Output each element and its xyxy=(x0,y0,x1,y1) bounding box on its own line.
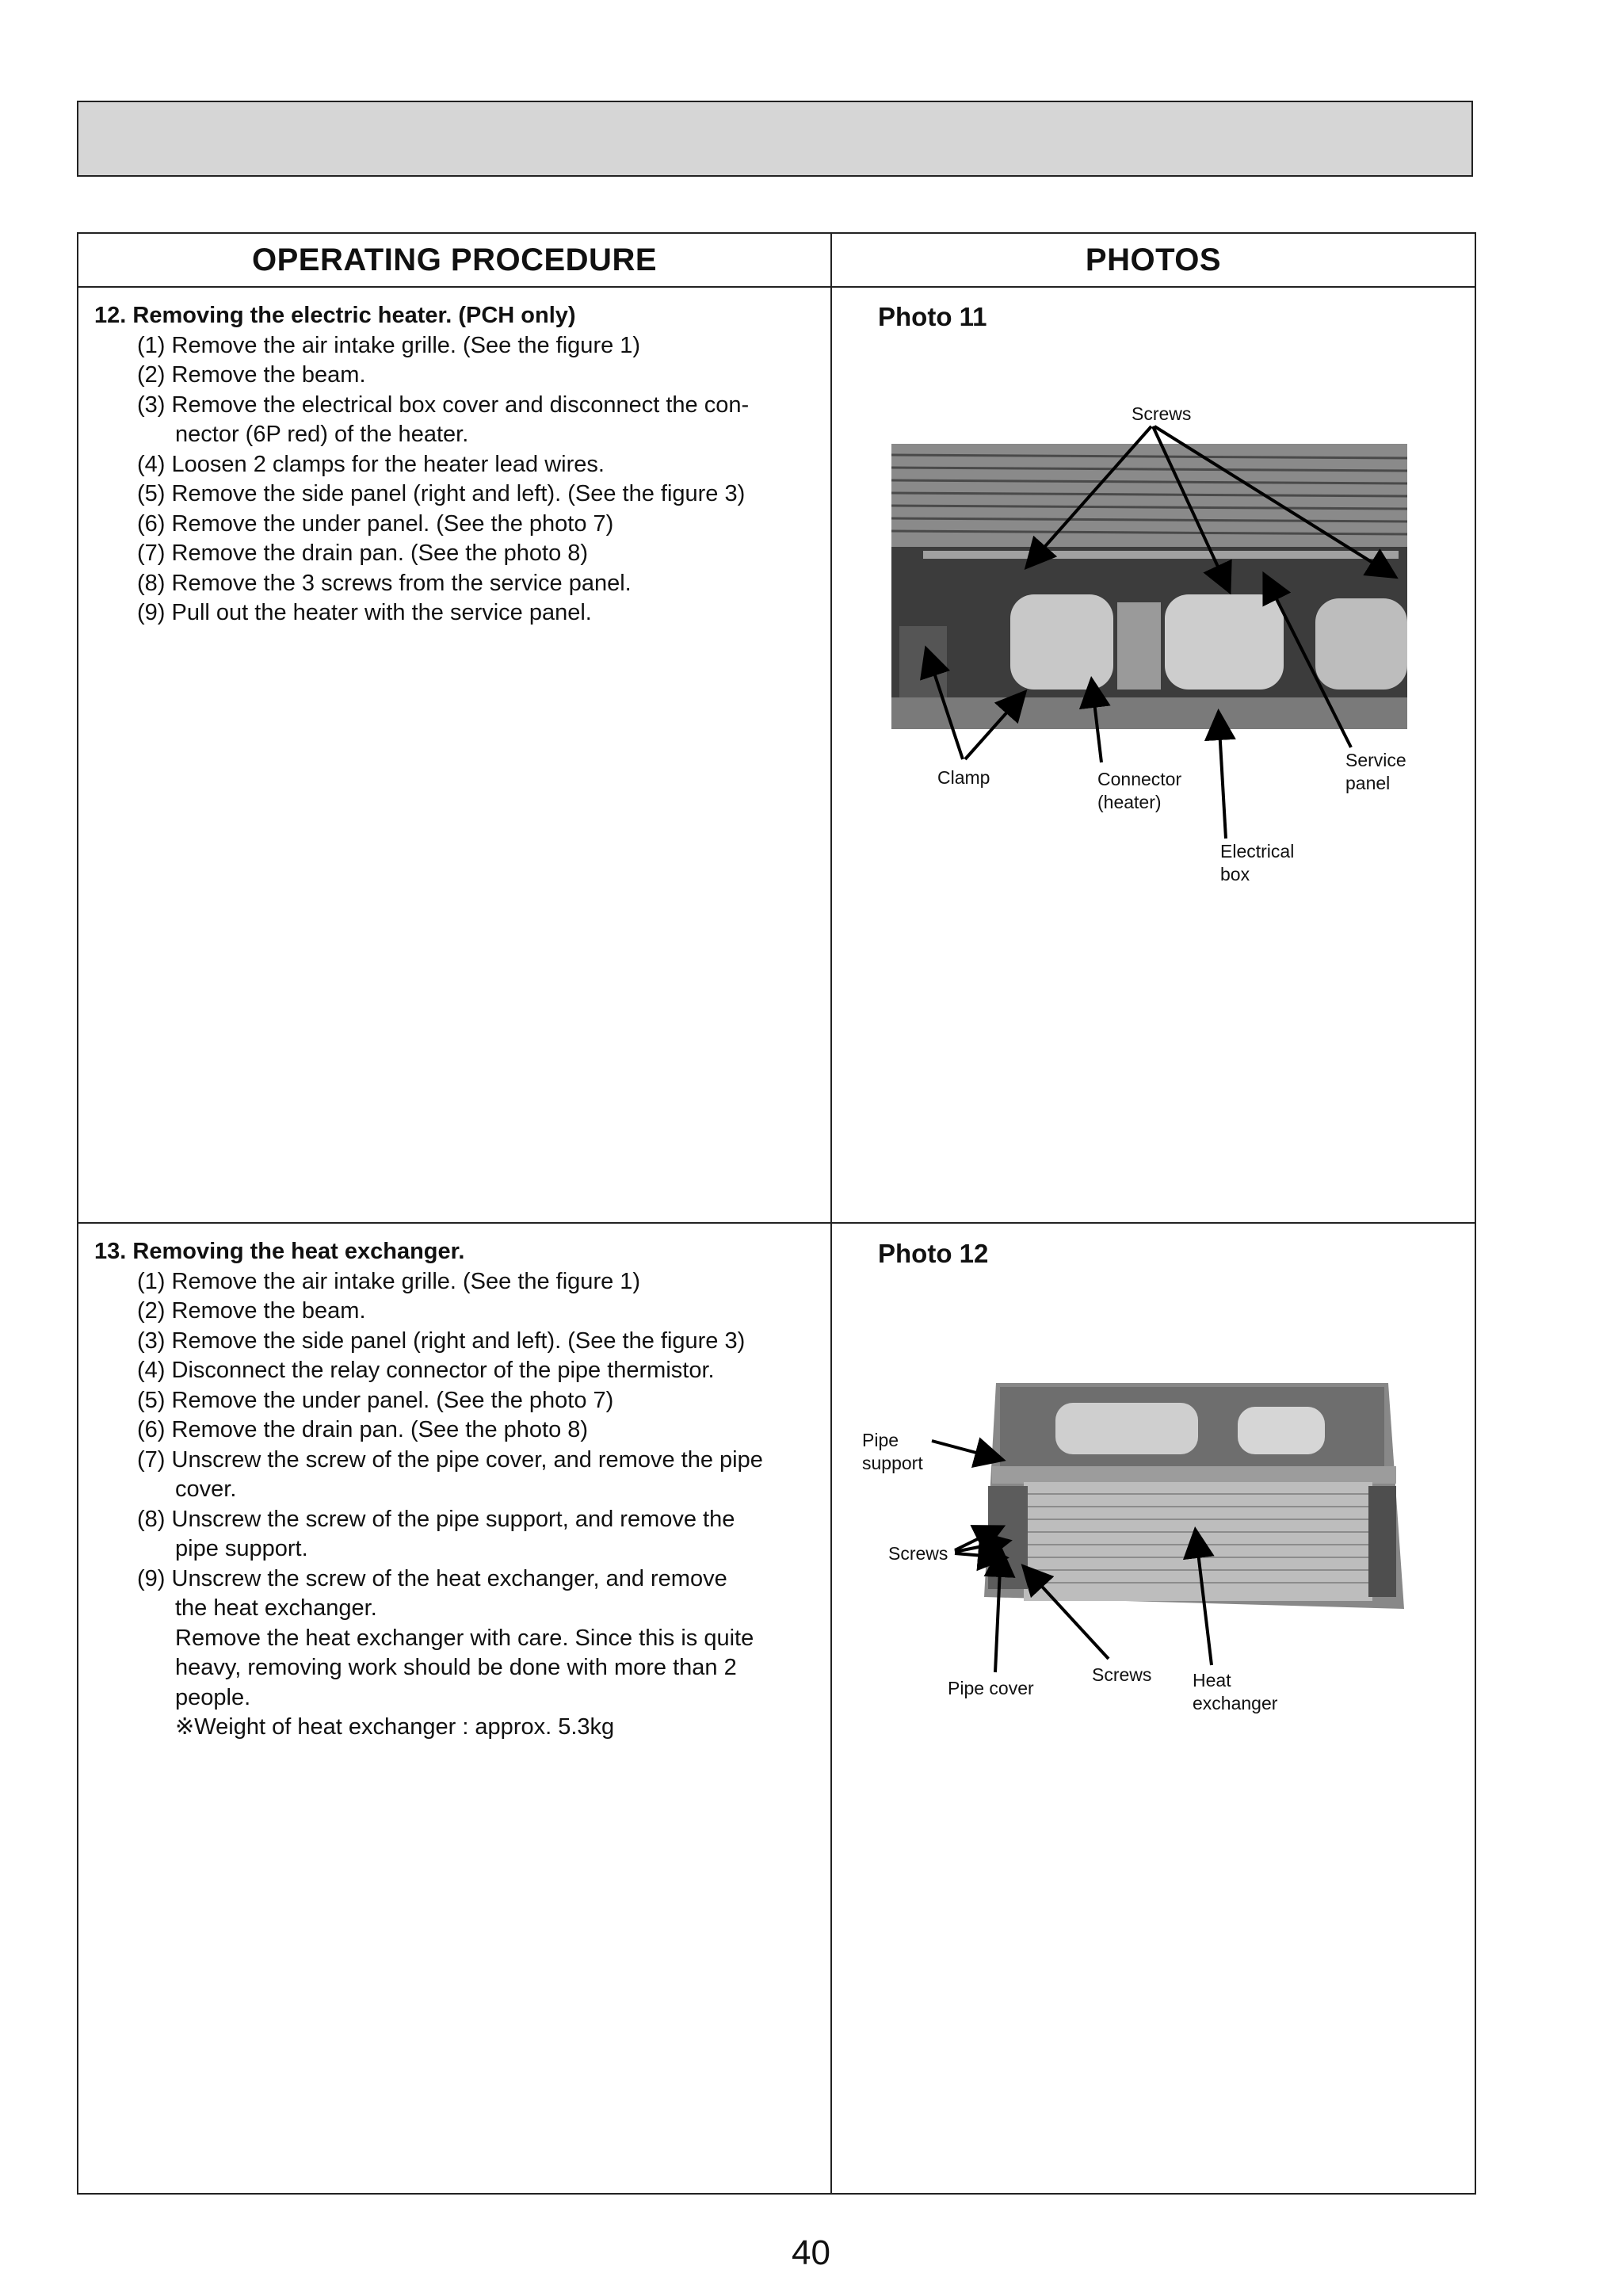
step: (2) Remove the beam. xyxy=(137,362,366,388)
step: (8) Remove the 3 screws from the service panel. xyxy=(137,570,632,596)
step: (9) Pull out the heater with the service panel. xyxy=(137,600,592,625)
step-continuation: nector (6P red) of the heater. xyxy=(175,422,469,447)
weight-note: ※Weight of heat exchanger : approx. 5.3kg xyxy=(175,1714,615,1740)
step: (7) Unscrew the screw of the pipe cover, and remove the pipe xyxy=(137,1446,763,1473)
label-screws-bottom: Screws xyxy=(1092,1664,1152,1685)
label-electrical: Electrical xyxy=(1220,841,1295,861)
label-pipe-cover: Pipe cover xyxy=(948,1678,1034,1698)
photo-11-image xyxy=(891,444,1407,729)
section-12-procedure xyxy=(94,301,749,628)
step: (3) Remove the side panel (right and left). (See the figure 3) xyxy=(137,1328,746,1354)
step: (7) Remove the drain pan. (See the photo 8) xyxy=(137,541,589,566)
label-connector-heater: (heater) xyxy=(1097,792,1162,812)
label-pipe: Pipe xyxy=(862,1430,899,1450)
label-service: Service xyxy=(1345,750,1406,770)
step: (2) Remove the beam. xyxy=(137,1298,366,1324)
label-screws-left: Screws xyxy=(888,1543,948,1564)
label-service-panel: panel xyxy=(1345,773,1391,793)
label-heat: Heat xyxy=(1193,1670,1231,1690)
step: (6) Remove the drain pan. (See the photo 8) xyxy=(137,1417,589,1442)
step: (4) Disconnect the relay connector of the pipe thermistor. xyxy=(137,1358,715,1383)
step: (3) Remove the electrical box cover and disconnect the con- xyxy=(137,392,750,418)
row-divider xyxy=(78,1222,1475,1224)
step-continuation: pipe support. xyxy=(175,1536,308,1561)
step-continuation: cover. xyxy=(175,1477,237,1502)
page-number: 40 xyxy=(792,2233,830,2272)
label-screws: Screws xyxy=(1132,403,1192,424)
column-header-photos: PHOTOS xyxy=(1085,243,1222,277)
header-band xyxy=(77,101,1473,177)
step: (5) Remove the under panel. (See the photo 7) xyxy=(137,1387,614,1413)
photo-11-title: Photo 11 xyxy=(878,302,987,331)
step: (1) Remove the air intake grille. (See the figure 1) xyxy=(137,332,641,358)
step: (5) Remove the side panel (right and left). (See the figure 3) xyxy=(137,481,746,506)
section-13-title: 13. Removing the heat exchanger. xyxy=(94,1239,465,1264)
step-note: heavy, removing work should be done with more than 2 xyxy=(175,1655,737,1680)
section-12-title: 12. Removing the electric heater. (PCH only) xyxy=(94,303,576,328)
label-electrical-box: box xyxy=(1220,864,1250,884)
step-continuation: the heat exchanger. xyxy=(175,1595,377,1621)
label-heat-exchanger: exchanger xyxy=(1193,1693,1278,1713)
step: (6) Remove the under panel. (See the photo 7) xyxy=(137,510,614,537)
step: (9) Unscrew the screw of the heat exchanger, and remove xyxy=(137,1565,727,1591)
section-13-procedure xyxy=(94,1237,763,1743)
step-note: people. xyxy=(175,1684,251,1710)
step-note: Remove the heat exchanger with care. Since this is quite xyxy=(175,1625,754,1651)
column-divider xyxy=(830,234,832,2193)
photo-12-title: Photo 12 xyxy=(878,1239,989,1268)
label-clamp: Clamp xyxy=(937,767,990,788)
step: (1) Remove the air intake grille. (See the figure 1) xyxy=(137,1268,641,1294)
step: (4) Loosen 2 clamps for the heater lead wires. xyxy=(137,451,605,477)
header-divider xyxy=(78,286,1475,288)
column-header-procedure: OPERATING PROCEDURE xyxy=(251,243,658,277)
step: (8) Unscrew the screw of the pipe support, and remove the xyxy=(137,1506,735,1532)
label-connector: Connector xyxy=(1097,769,1182,789)
label-pipe-support: support xyxy=(862,1453,923,1473)
photo-12-image xyxy=(976,1383,1404,1609)
